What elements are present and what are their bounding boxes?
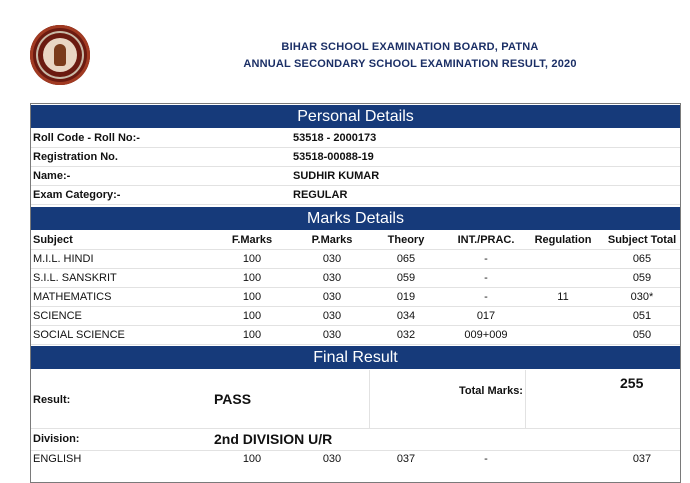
subject-cell: MATHEMATICS (33, 291, 112, 303)
field-label: Exam Category:- (33, 189, 121, 201)
theory-cell: 065 (396, 253, 416, 265)
column-header: Theory (387, 234, 425, 246)
personal-row-category (31, 186, 680, 205)
field-label: Registration No. (33, 151, 118, 163)
personal-details-header: Personal Details (31, 105, 680, 128)
subject-total-cell: 065 (632, 253, 652, 265)
intprac-cell: 017 (476, 310, 496, 322)
field-value: 53518 - 2000173 (293, 132, 377, 144)
column-header: INT./PRAC. (457, 234, 515, 246)
bseb-seal-logo (30, 25, 90, 85)
marks-details-header: Marks Details (31, 207, 680, 230)
personal-row-name (31, 167, 680, 186)
subject-cell: SOCIAL SCIENCE (33, 329, 125, 341)
subject-total-cell: 050 (632, 329, 652, 341)
field-value: SUDHIR KUMAR (293, 170, 380, 182)
pmarks-cell: 030 (322, 453, 342, 465)
pmarks-cell: 030 (322, 253, 342, 265)
fmarks-cell: 100 (242, 453, 262, 465)
intprac-cell: - (484, 272, 488, 284)
fmarks-cell: 100 (242, 310, 262, 322)
pmarks-cell: 030 (322, 310, 342, 322)
pmarks-cell: 030 (322, 329, 342, 341)
subject-cell: ENGLISH (33, 453, 82, 465)
fmarks-cell: 100 (242, 272, 262, 284)
field-value: 53518-00088-19 (293, 151, 374, 163)
table-row (31, 326, 680, 345)
fmarks-cell: 100 (242, 253, 262, 265)
theory-cell: 032 (396, 329, 416, 341)
regulation-cell: 11 (557, 291, 569, 303)
table-row (31, 250, 680, 269)
personal-row-roll (31, 129, 680, 148)
result-label: Result: (33, 394, 71, 406)
field-value: REGULAR (293, 189, 348, 201)
column-header: Regulation (534, 234, 592, 246)
intprac-cell: - (484, 253, 488, 265)
final-result-block (31, 370, 680, 429)
division-label: Division: (33, 433, 80, 445)
theory-cell: 034 (396, 310, 416, 322)
exam-title: ANNUAL SECONDARY SCHOOL EXAMINATION RESULT, 2020 (243, 58, 577, 70)
intprac-cell: - (484, 453, 488, 465)
column-header: P.Marks (311, 234, 353, 246)
field-label: Roll Code - Roll No:- (33, 132, 140, 144)
theory-cell: 019 (396, 291, 416, 303)
table-row (31, 307, 680, 326)
marks-table-header (31, 231, 680, 250)
subject-total-cell: 051 (632, 310, 652, 322)
total-marks-label: Total Marks: (459, 385, 523, 397)
fmarks-cell: 100 (242, 329, 262, 341)
theory-cell: 037 (396, 453, 416, 465)
table-row (31, 450, 680, 469)
result-value: PASS (214, 391, 252, 407)
intprac-cell: 009+009 (464, 329, 508, 341)
column-header: Subject (33, 234, 73, 246)
field-label: Name:- (33, 170, 71, 182)
column-header: F.Marks (231, 234, 273, 246)
subject-total-cell: 059 (632, 272, 652, 284)
personal-row-registration (31, 148, 680, 167)
subject-cell: S.I.L. SANSKRIT (33, 272, 117, 284)
final-result-header: Final Result (31, 346, 680, 369)
theory-cell: 059 (396, 272, 416, 284)
division-value: 2nd DIVISION U/R (214, 431, 333, 447)
table-row (31, 269, 680, 288)
fmarks-cell: 100 (242, 291, 262, 303)
subject-cell: SCIENCE (33, 310, 82, 322)
table-row (31, 288, 680, 307)
column-header: Subject Total (607, 234, 677, 246)
subject-total-cell: 030* (630, 291, 654, 303)
pmarks-cell: 030 (322, 272, 342, 284)
pmarks-cell: 030 (322, 291, 342, 303)
board-title: BIHAR SCHOOL EXAMINATION BOARD, PATNA (281, 41, 539, 53)
intprac-cell: - (484, 291, 488, 303)
total-marks-value: 255 (620, 375, 644, 391)
division-row (31, 428, 680, 451)
subject-total-cell: 037 (632, 453, 652, 465)
subject-cell: M.I.L. HINDI (33, 253, 94, 265)
